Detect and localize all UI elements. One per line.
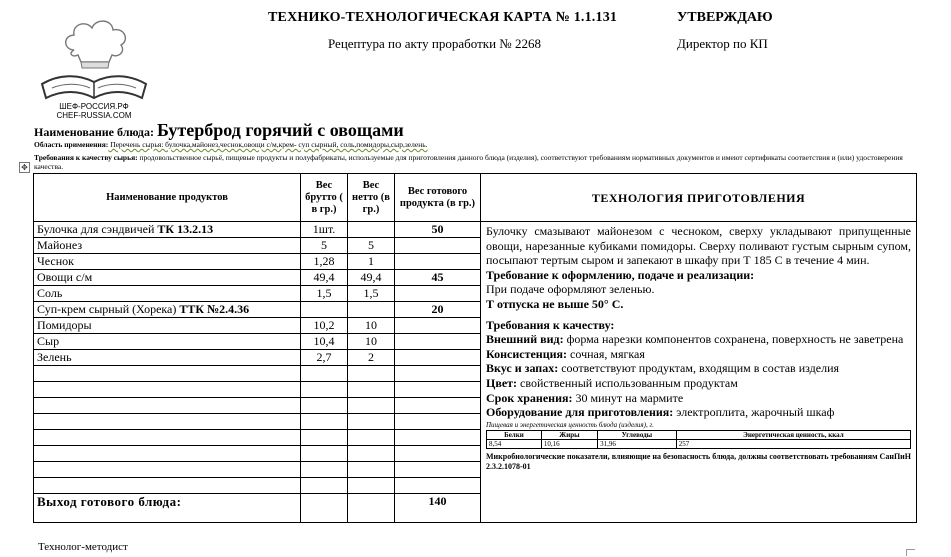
- microbiology-note: Микробиологические показатели, влияющие на безопасность блюда, должны соответствовать требованиям СанПиН 2.3.2.1078-01: [486, 451, 911, 471]
- gross-weight: 10,2: [301, 318, 348, 334]
- table-row: [34, 222, 917, 238]
- product-name: Помидоры: [34, 318, 301, 334]
- net-weight: 2: [348, 350, 395, 366]
- energy-header: Углеводы: [598, 430, 677, 439]
- gross-weight: 1,5: [301, 286, 348, 302]
- look-line: Внешний вид: форма нарезки компонентов сохранена, поверхность не заветрена: [486, 332, 904, 347]
- serving-temperature: Т отпуска не выше 50° С.: [486, 296, 624, 311]
- energy-value: 257: [676, 439, 910, 448]
- header-ready: Вес готового продукта (в гр.): [395, 174, 481, 222]
- energy-value: 10,16: [541, 439, 597, 448]
- ready-weight: 50: [395, 222, 481, 238]
- ready-weight: 45: [395, 270, 481, 286]
- net-weight: [348, 302, 395, 318]
- energy-caption: Пищевая и энергетическая ценность блюда (изделия), г.: [486, 420, 654, 429]
- technology-text: Булочку смазывают майонезом с чесноком, сверху укладывают припущенные овощи, нарезанные кубиками помидоры. Сверху поливают густым сырным супом, посыпают тертым сыром и запекают в шкафу при Т 185 С в течение 4 мин.: [486, 224, 911, 268]
- scope-text: Перечень сырья: булочка,майонез,чеснок,овощи с/м,крем- суп сырный, соль,помидоры,сыр,зелень.: [108, 140, 428, 149]
- dish-label: Наименование блюда:: [34, 125, 157, 139]
- gross-weight: 2,7: [301, 350, 348, 366]
- svg-text:CHEF-RUSSIA.COM: CHEF-RUSSIA.COM: [56, 111, 132, 120]
- dish-line: [34, 120, 404, 141]
- raw-quality-label: Требования к качеству сырья:: [34, 153, 138, 162]
- ready-weight: 20: [395, 302, 481, 318]
- serving-heading: Требование к оформлению, подаче и реализации:: [486, 267, 755, 282]
- energy-value: 8,54: [487, 439, 542, 448]
- net-weight: 1,5: [348, 286, 395, 302]
- product-name: Майонез: [34, 238, 301, 254]
- chef-russia-logo: [34, 10, 154, 120]
- energy-values-row: [487, 439, 911, 448]
- net-weight: 49,4: [348, 270, 395, 286]
- page-corner-mark: [906, 549, 915, 556]
- svg-text:ШЕФ-РОССИЯ.РФ: ШЕФ-РОССИЯ.РФ: [59, 102, 129, 111]
- taste-line: Вкус и запах: соответствуют продуктам, входящим в состав изделия: [486, 361, 840, 376]
- header-gross: Вес брутто ( в гр.): [301, 174, 348, 222]
- raw-quality-text: продовольственное сырьё, пищевые продукты и полуфабрикаты, используемые для приготовления данного блюда (изделия), соответствуют требованиям нормативных документов и имеют сертификаты соответствия и (или) удостоверения качества.: [34, 153, 903, 171]
- ready-weight: [395, 334, 481, 350]
- equipment-line: Оборудование для приготовления: электроплита, жарочный шкаф: [486, 405, 835, 420]
- gross-weight: 5: [301, 238, 348, 254]
- chef-hat-icon: [66, 21, 126, 68]
- technology-cell: [481, 222, 917, 523]
- ready-weight: [395, 254, 481, 270]
- recipe-act: Рецептура по акту проработки № 2268: [328, 36, 541, 51]
- gross-weight: 10,4: [301, 334, 348, 350]
- output-value: 140: [395, 494, 481, 523]
- card-title: ТЕХНИКО-ТЕХНОЛОГИЧЕСКАЯ КАРТА № 1.1.131: [268, 10, 618, 25]
- director-label: Директор по КП: [677, 36, 768, 51]
- product-name: Сыр: [34, 334, 301, 350]
- energy-header: Белки: [487, 430, 542, 439]
- open-book-icon: [42, 76, 146, 98]
- gross-weight: 1,28: [301, 254, 348, 270]
- scope-label: Область применения:: [34, 140, 109, 149]
- scope-line: [34, 140, 914, 149]
- serving-text: При подаче оформляют зеленью.: [486, 282, 655, 297]
- energy-header: Энергетическая ценность, ккал: [676, 430, 910, 439]
- output-label: Выход готового блюда:: [34, 494, 301, 523]
- raw-quality-line: [34, 153, 914, 171]
- gross-weight: 1шт.: [301, 222, 348, 238]
- net-weight: 1: [348, 254, 395, 270]
- net-weight: [348, 222, 395, 238]
- energy-table: [486, 430, 911, 449]
- energy-header: Жиры: [541, 430, 597, 439]
- quality-heading: Требования к качеству:: [486, 317, 615, 332]
- gross-weight: 49,4: [301, 270, 348, 286]
- ready-weight: [395, 286, 481, 302]
- net-weight: 5: [348, 238, 395, 254]
- energy-header-row: [487, 430, 911, 439]
- header-product: Наименование продуктов: [34, 174, 301, 222]
- ready-weight: [395, 238, 481, 254]
- approve-label: УТВЕРЖДАЮ: [677, 10, 773, 25]
- product-name: Соль: [34, 286, 301, 302]
- energy-value: 31,96: [598, 439, 677, 448]
- product-name: Овощи с/м: [34, 270, 301, 286]
- product-name: Булочка для сэндвичей ТК 13.2.13: [34, 222, 301, 238]
- net-weight: 10: [348, 318, 395, 334]
- gross-weight: [301, 302, 348, 318]
- ready-weight: [395, 350, 481, 366]
- product-name: Суп-крем сырный (Хорека) ТТК №2.4.36: [34, 302, 301, 318]
- dish-name: Бутерброд горячий с овощами: [156, 120, 404, 140]
- product-name: Зелень: [34, 350, 301, 366]
- storage-line: Срок хранения: 30 минут на мармите: [486, 390, 684, 405]
- ready-weight: [395, 318, 481, 334]
- color-line: Цвет: свойственный использованным продуктам: [486, 375, 738, 390]
- technologist-signature-line: Технолог-методист: [38, 541, 128, 553]
- header-net: Вес нетто (в гр.): [348, 174, 395, 222]
- table-move-handle-icon[interactable]: ✥: [19, 162, 30, 173]
- consistency-line: Консистенция: сочная, мягкая: [486, 346, 645, 361]
- tech-card-table: [33, 173, 917, 523]
- net-weight: 10: [348, 334, 395, 350]
- header-technology: ТЕХНОЛОГИЯ ПРИГОТОВЛЕНИЯ: [481, 174, 917, 222]
- product-name: Чеснок: [34, 254, 301, 270]
- table-header-row: [34, 174, 917, 222]
